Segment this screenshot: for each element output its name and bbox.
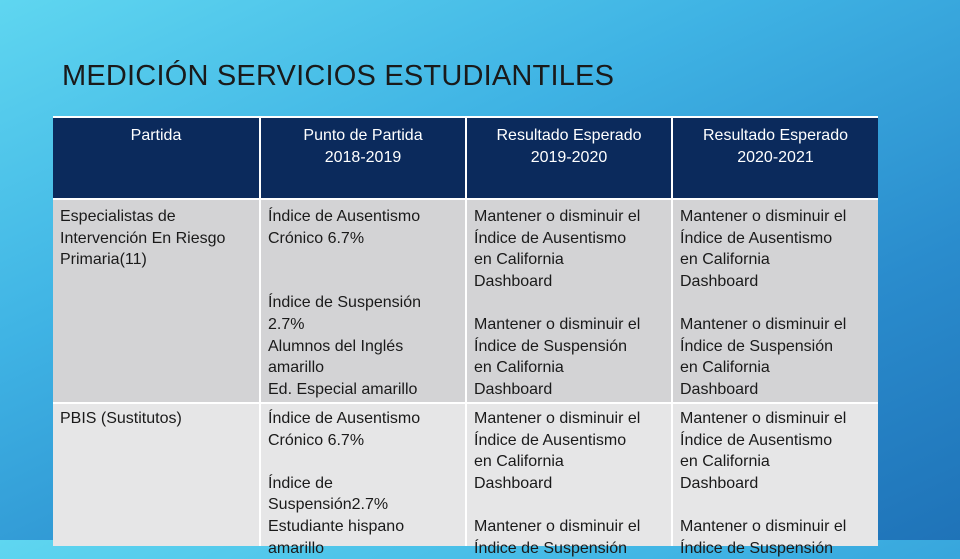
cell-text: Índice de Ausentismo	[680, 431, 833, 449]
cell-text: Dashboard	[680, 474, 759, 492]
header-text: 2018-2019	[324, 148, 402, 166]
header-text: Resultado Esperado	[703, 127, 848, 144]
cell-text: Alumnos del Inglés	[268, 337, 404, 355]
cell-text: Mantener o disminuir el	[680, 315, 847, 333]
cell-text: Índice de Ausentismo	[268, 208, 421, 225]
cell-text: Índice de Suspensión	[268, 294, 421, 312]
header-resultado-2019-2020	[465, 118, 671, 198]
cell-text: Mantener o disminuir el	[680, 208, 847, 225]
cell-text: Estudiante hispano	[268, 517, 405, 535]
cell-text: en California	[474, 359, 564, 377]
cell-text: Índice de Ausentismo	[474, 229, 627, 247]
cell-text: en California	[680, 251, 770, 269]
cell-resultado-2019-2020	[465, 200, 671, 402]
cell-punto-de-partida	[259, 200, 465, 402]
cell-text: Índice de Suspensión	[680, 539, 833, 557]
cell-text: Crónico 6.7%	[268, 229, 365, 247]
cell-resultado-2019-2020	[465, 404, 671, 557]
cell-text: Índice de Suspensión	[474, 337, 627, 355]
cell-text: Índice de Ausentismo	[474, 431, 627, 449]
cell-text: Índice de Suspensión	[474, 539, 627, 557]
cell-text: Dashboard	[474, 474, 553, 492]
slide-title: MEDICIÓN SERVICIOS ESTUDIANTILES	[62, 60, 615, 92]
spacer	[268, 451, 459, 473]
cell-text: Índice de Ausentismo	[268, 410, 421, 427]
cell-text: Primaria(11)	[60, 251, 147, 269]
cell-text: amarillo	[268, 359, 325, 377]
cell-text: Mantener o disminuir el	[474, 208, 641, 225]
cell-text: Índice de Ausentismo	[680, 229, 833, 247]
cell-text: en California	[680, 359, 770, 377]
cell-text: Mantener o disminuir el	[680, 410, 847, 427]
cell-text: Dashboard	[680, 380, 759, 398]
header-resultado-2020-2021	[671, 118, 878, 198]
cell-text: Suspensión2.7%	[268, 496, 389, 514]
cell-punto-de-partida	[259, 404, 465, 557]
cell-text: Mantener o disminuir el	[680, 517, 847, 535]
header-punto-de-partida	[259, 118, 465, 198]
cell-partida	[53, 404, 259, 546]
spacer	[474, 292, 665, 314]
cell-text: PBIS (Sustitutos)	[60, 410, 182, 427]
header-text: 2019-2020	[530, 148, 608, 166]
spacer	[268, 249, 459, 292]
cell-text: Ed. Especial amarillo	[268, 380, 418, 398]
cell-text: Dashboard	[474, 272, 553, 290]
cell-resultado-2020-2021	[671, 200, 878, 402]
table-header-row	[53, 116, 878, 198]
cell-text: en California	[680, 453, 770, 471]
cell-text: en California	[474, 251, 564, 269]
table-row	[53, 402, 878, 557]
spacer	[680, 292, 872, 314]
cell-text: Mantener o disminuir el	[474, 517, 641, 535]
cell-resultado-2020-2021	[671, 404, 878, 557]
header-partida	[53, 118, 259, 198]
cell-text: en California	[474, 453, 564, 471]
header-text: Resultado Esperado	[496, 127, 642, 144]
header-text: Punto de Partida	[303, 127, 423, 144]
measurement-table	[53, 116, 878, 557]
cell-text: Mantener o disminuir el	[474, 315, 641, 333]
spacer	[474, 494, 665, 516]
cell-text: Índice de	[268, 474, 333, 492]
cell-text: 2.7%	[268, 315, 305, 333]
cell-text: Mantener o disminuir el	[474, 410, 641, 427]
cell-text: Especialistas de	[60, 208, 176, 225]
header-text: 2020-2021	[737, 148, 814, 166]
cell-text: Crónico 6.7%	[268, 431, 365, 449]
cell-text: Dashboard	[680, 272, 759, 290]
spacer	[680, 494, 872, 516]
cell-text: amarillo	[268, 539, 325, 557]
cell-text: Intervención En Riesgo	[60, 229, 226, 247]
header-text: Partida	[130, 127, 182, 144]
cell-text: Índice de Suspensión	[680, 337, 833, 355]
cell-text: Dashboard	[474, 380, 553, 398]
table-row	[53, 198, 878, 402]
cell-partida	[53, 200, 259, 402]
